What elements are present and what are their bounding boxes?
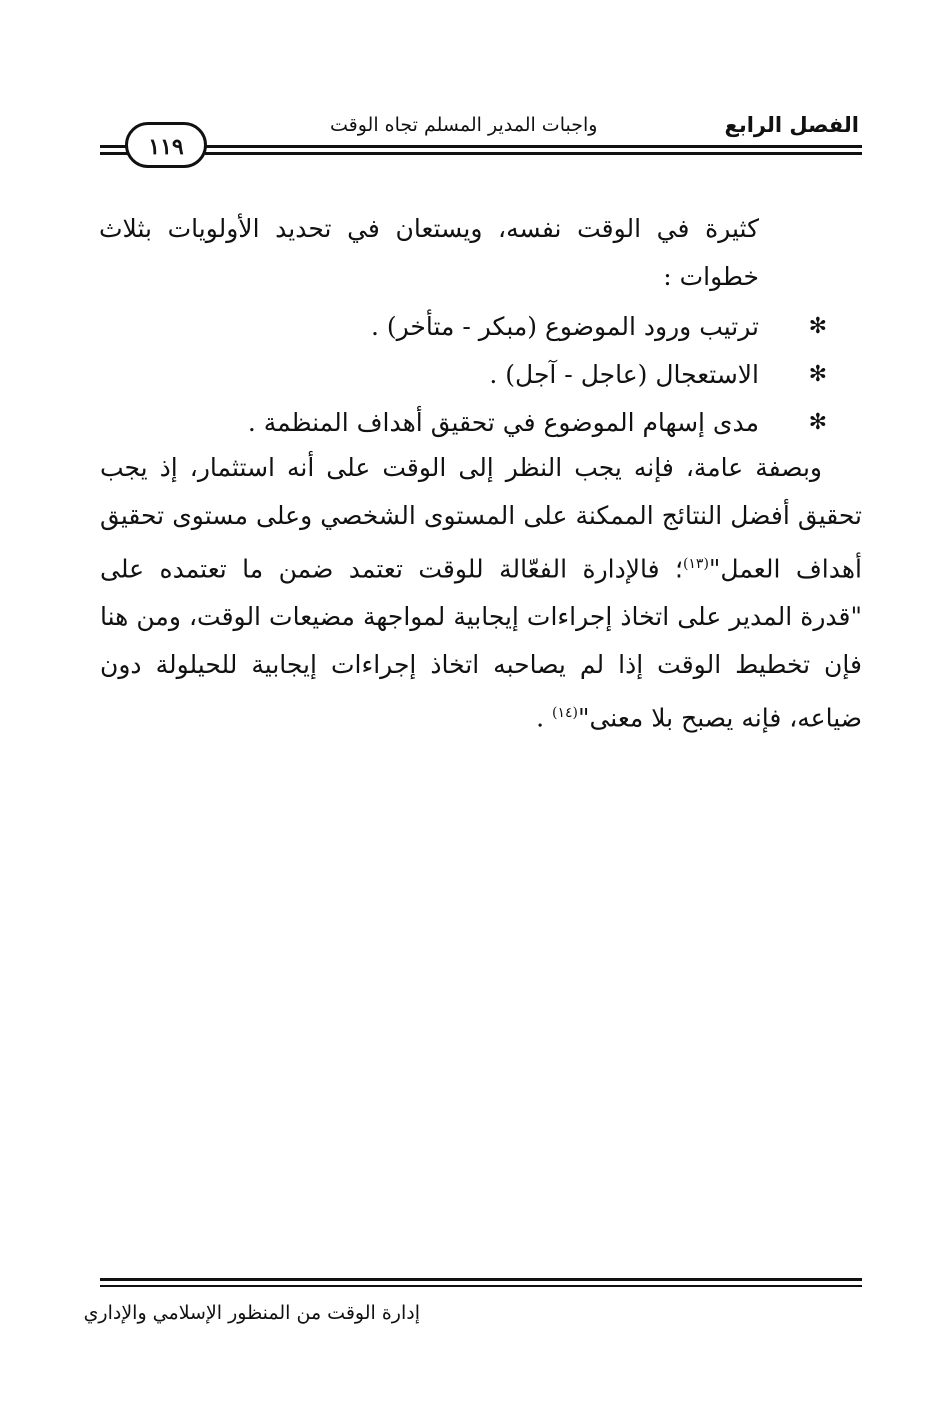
header-rule-left-top xyxy=(100,145,128,148)
body-paragraph xyxy=(100,444,862,743)
header-rule-left-bottom xyxy=(100,152,128,155)
bullet-star: ✻ xyxy=(808,314,827,339)
chapter-heading: الفصل الرابع xyxy=(724,113,859,137)
page-number: ١١٩ xyxy=(125,122,207,168)
footnote-ref-13: (١٣) xyxy=(682,556,709,572)
footnote-ref-14: (١٤) xyxy=(551,705,578,722)
bullet-star: ✻ xyxy=(808,362,827,387)
paragraph-end: . xyxy=(536,703,545,733)
header-rule-top xyxy=(205,145,862,148)
bullet-item: الاستعجال (عاجل - آجل) . xyxy=(489,360,759,389)
footer-book-title: إدارة الوقت من المنظور الإسلامي والإداري xyxy=(83,1302,420,1324)
paragraph-text-1: وبصفة عامة، فإنه يجب النظر إلى الوقت على أنه استثمار، إذ يجب تحقيق أفضل النتائج الممكنة على المستوى الشخصي وعلى مستوى تحقيق أهداف العمل" xyxy=(100,453,862,584)
header-rule-bottom xyxy=(205,152,862,155)
intro-line-1: كثيرة في الوقت نفسه، ويستعان في تحديد الأولويات بثلاث xyxy=(99,214,759,243)
intro-line-2: خطوات : xyxy=(663,262,759,291)
bullet-item: ترتيب ورود الموضوع (مبكر - متأخر) . xyxy=(370,312,759,341)
footer-rule-bottom xyxy=(100,1285,862,1287)
running-title: واجبات المدير المسلم تجاه الوقت xyxy=(330,114,598,136)
bullet-item: مدى إسهام الموضوع في تحقيق أهداف المنظمة . xyxy=(247,408,759,437)
bullet-star: ✻ xyxy=(808,410,827,435)
footer-rule-top xyxy=(100,1278,862,1281)
paragraph-text-2: ؛ فالإدارة الفعّالة للوقت تعتمد ضمن ما تعتمده على "قدرة المدير على اتخاذ إجراءات إيجابية لمواجهة مضيعات الوقت، ومن هنا فإن تخطيط الوقت إذا لم يصاحبه اتخاذ إجراءات إيجابية للحيلولة دون ضياعه، فإنه يصبح بلا معنى" xyxy=(100,554,862,733)
